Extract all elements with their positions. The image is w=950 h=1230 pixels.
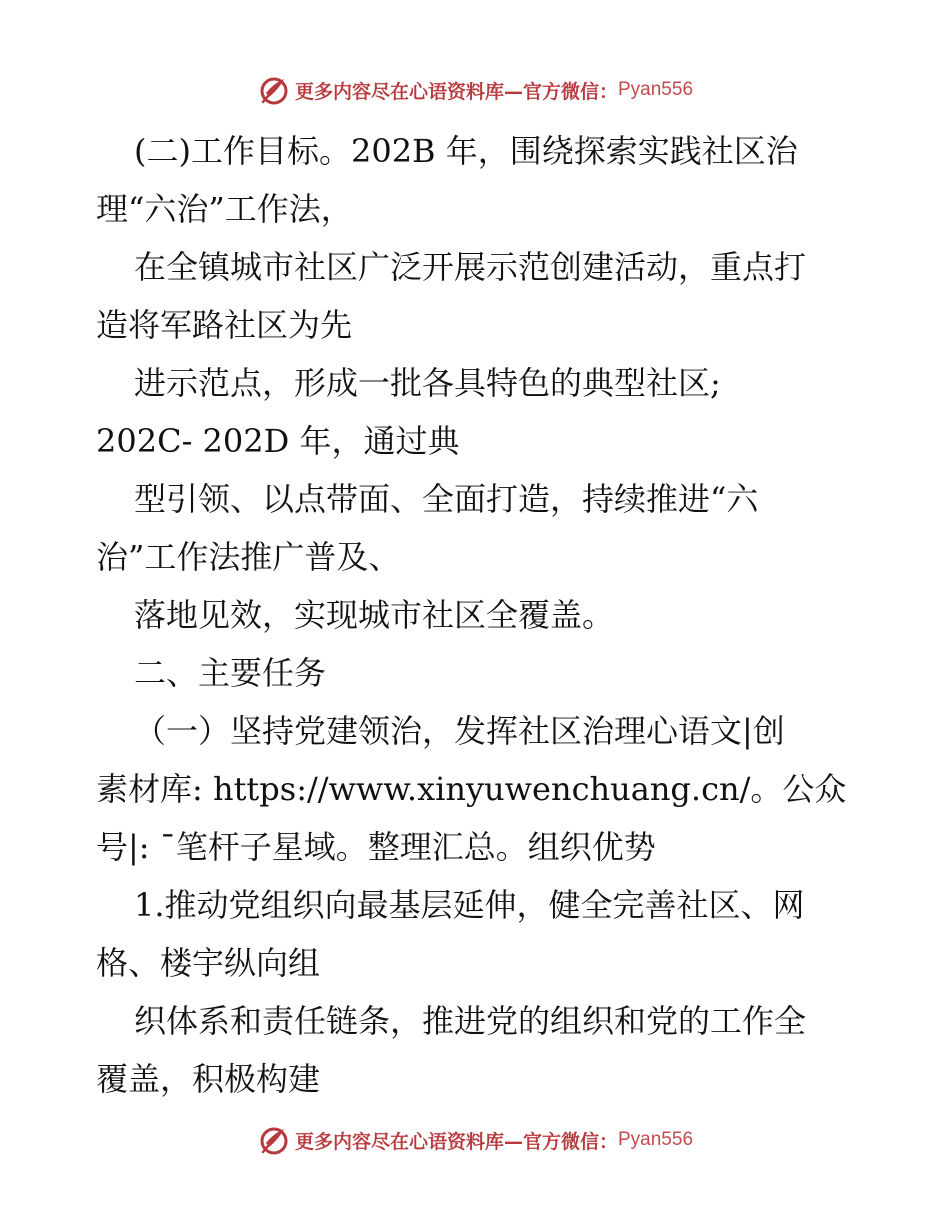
text-line: 1.推动党组织向最基层延伸，健全完善社区、网 (134, 886, 805, 924)
text-line: 号|: ¯笔杆子星域。整理汇总。组织优势 (96, 828, 656, 866)
watermark-text: 更多内容尽在心语资料库—官方微信： (294, 1130, 618, 1153)
header-watermark (0, 70, 950, 110)
watermark-text: 更多内容尽在心语资料库—官方微信： (294, 80, 618, 103)
text-line: 理“六治”工作法， (96, 190, 353, 228)
text-line: 落地见效，实现城市社区全覆盖。 (134, 596, 615, 634)
quill-seal-icon (257, 1123, 291, 1157)
text-line: 覆盖，积极构建 (96, 1060, 321, 1098)
text-line: 在全镇城市社区广泛开展示范创建活动，重点打 (134, 248, 807, 286)
text-line: 治”工作法推广普及、 (96, 538, 401, 576)
section-heading: 二、主要任务 (134, 654, 327, 692)
text-line: （一）坚持党建领治，发挥社区治理心语文|创 (134, 712, 785, 750)
document-body (96, 122, 856, 1108)
text-line: 织体系和责任链条，推进党的组织和党的工作全 (134, 1002, 807, 1040)
text-line: 202C- 202D 年，通过典 (96, 422, 460, 460)
text-line: 素材库: https://www.xinyuwenchuang.cn/。公众 (96, 770, 847, 808)
footer-watermark (0, 1120, 950, 1160)
quill-seal-icon (257, 73, 291, 107)
text-line: (二)工作目标。202B 年，围绕探索实践社区治 (134, 132, 798, 170)
watermark-account: Pyan556 (618, 79, 694, 100)
text-line: 造将军路社区为先 (96, 306, 353, 344)
text-line: 格、楼宇纵向组 (96, 944, 321, 982)
text-line: 型引领、以点带面、全面打造，持续推进“六 (134, 480, 759, 518)
text-line: 进示范点，形成一批各具特色的典型社区; (134, 364, 721, 402)
watermark-account: Pyan556 (618, 1129, 694, 1150)
